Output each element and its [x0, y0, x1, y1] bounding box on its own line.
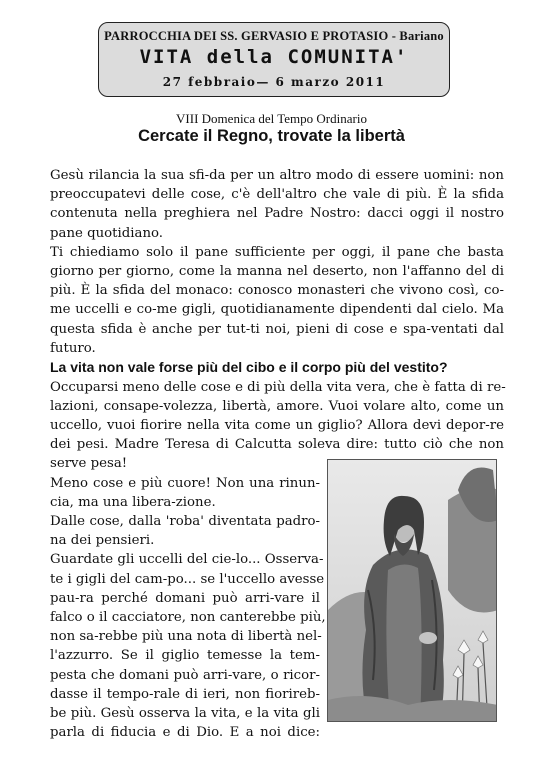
paragraph-6: [50, 550, 326, 742]
text-line: te i gigli del cam-po... se l'uccello avesse: [50, 571, 325, 587]
text-line: Occuparsi meno delle cose e di più della vita vera, che è fatta di re-: [50, 379, 506, 395]
bold-question: [50, 358, 504, 377]
text-line: l'azzurro. Se il giglio temesse la tem-: [50, 648, 320, 664]
text-line: pane quotidiano.: [50, 225, 164, 241]
text-line: falco o il cacciatore, non canterebbe più,: [50, 609, 326, 625]
text-line: Dalle cose, dalla 'roba' diventata padro-: [50, 513, 320, 529]
paragraph-4: [50, 474, 320, 512]
text-line: be più. Gesù osserva la vita, e la vita gli: [50, 705, 320, 721]
header-box: [98, 22, 450, 97]
text-line: uccello, vuoi fiorire nella vita come un giglio? Allora devi depor-re: [50, 417, 504, 433]
text-line: na dei pensieri.: [50, 533, 155, 549]
text-line: futuro.: [50, 340, 96, 356]
text-line: preoccupatevi delle cose, c'è dell'altro che vale di più. È la sfida: [50, 187, 504, 203]
text-line: contenuta nella preghiera nel Padre Nostro: dacci oggi il nostro: [50, 206, 504, 222]
article-headline: Cercate il Regno, trovate la libertà: [138, 127, 405, 145]
text-line: Gesù rilancia la sua sfi-da per un altro modo di essere uomini: non: [50, 168, 504, 183]
text-line: dasse il tempo-rale di ieri, non fiorireb-: [50, 686, 320, 702]
text-line: La vita non vale forse più del cibo e il corpo più del vestito?: [50, 359, 448, 375]
text-line: questa sfida è anche per tut-ti noi, pieni di cose e spa-ventati dal: [50, 321, 504, 337]
text-line: Guardate gli uccelli del cie-lo... Osserva-: [50, 552, 324, 568]
text-line: pau-ra perché domani può arri-vare il: [50, 590, 320, 606]
text-line: parla di fiducia e di Dio. E a noi dice:: [50, 725, 320, 741]
text-line: non sa-rebbe più una nota di libertà nel-: [50, 629, 322, 645]
liturgical-subtitle: VIII Domenica del Tempo Ordinario: [176, 111, 367, 126]
text-line: lazioni, consape-volezza, libertà, amore. Vuoi volare alto, come un: [50, 398, 504, 414]
text-line: me uccelli e co-me gigli, quotidianamente dipendenti dal cielo. Ma: [50, 302, 504, 318]
text-line: Meno cose e più cuore! Non una rinun-: [50, 475, 320, 491]
jesus-illustration: [327, 459, 497, 722]
jesus-figure-icon: [328, 460, 497, 722]
paragraph-5: [50, 512, 320, 550]
text-line: Ti chiediamo solo il pane sufficiente per oggi, il pane che basta: [50, 244, 504, 260]
text-line: cia, ma una libera-zione.: [50, 494, 216, 510]
text-line: più. È la sfida del monaco: conosco monasteri che vivono così, co-: [50, 283, 504, 299]
paragraph-1: [50, 166, 504, 243]
text-line: pesta che domani può arri-vare, o ricor-: [50, 667, 320, 683]
parish-name: PARROCCHIA DEI SS. GERVASIO E PROTASIO - Bariano: [104, 29, 444, 43]
text-line: giorno per giorno, come la manna nel deserto, non l'affanno del di: [50, 264, 504, 279]
text-line: serve pesa!: [50, 456, 128, 472]
date-range: 27 febbraio— 6 marzo 2011: [162, 75, 386, 89]
paragraph-2: [50, 243, 504, 358]
bulletin-title: VITA della COMUNITA': [139, 46, 409, 68]
text-line: dei pesi. Madre Teresa di Calcutta soleva dire: tutto ciò che non: [50, 437, 504, 453]
